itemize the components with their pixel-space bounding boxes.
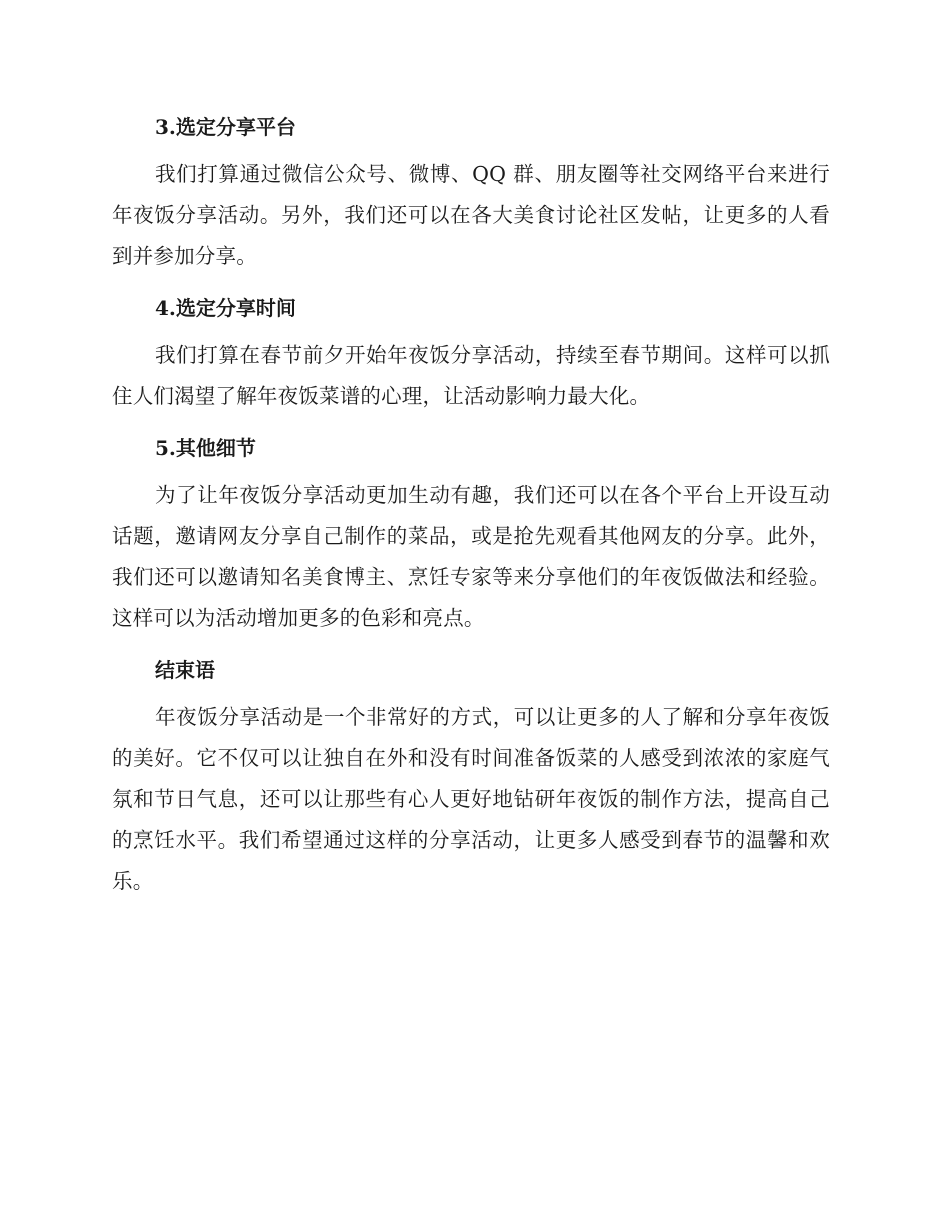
section-heading: 5.其他细节 (155, 436, 256, 460)
section-heading: 结束语 (155, 658, 215, 682)
section-timing (112, 289, 830, 417)
section-heading: 3.选定分享平台 (155, 115, 296, 139)
document-page (112, 108, 830, 914)
section-details (112, 429, 830, 639)
section-paragraph: 我们打算通过微信公众号、微博、QQ 群、朋友圈等社交网络平台来进行年夜饭分享活动。另外，我们还可以在各大美食讨论社区发帖，让更多的人看到并参加分享。 (112, 162, 830, 268)
section-paragraph: 年夜饭分享活动是一个非常好的方式，可以让更多的人了解和分享年夜饭的美好。它不仅可以让独自在外和没有时间准备饭菜的人感受到浓浓的家庭气氛和节日气息，还可以让那些有心人更好地钻研年夜饭的制作方法，提高自己的烹饪水平。我们希望通过这样的分享活动，让更多人感受到春节的温馨和欢乐。 (112, 705, 830, 893)
section-platform (112, 108, 830, 277)
section-conclusion (112, 651, 830, 902)
section-paragraph: 我们打算在春节前夕开始年夜饭分享活动，持续至春节期间。这样可以抓住人们渴望了解年夜饭菜谱的心理，让活动影响力最大化。 (112, 343, 830, 408)
section-paragraph: 为了让年夜饭分享活动更加生动有趣，我们还可以在各个平台上开设互动话题，邀请网友分享自己制作的菜品，或是抢先观看其他网友的分享。此外，我们还可以邀请知名美食博主、烹饪专家等来分享他们的年夜饭做法和经验。这样可以为活动增加更多的色彩和亮点。 (112, 483, 830, 630)
section-heading: 4.选定分享时间 (155, 296, 296, 320)
